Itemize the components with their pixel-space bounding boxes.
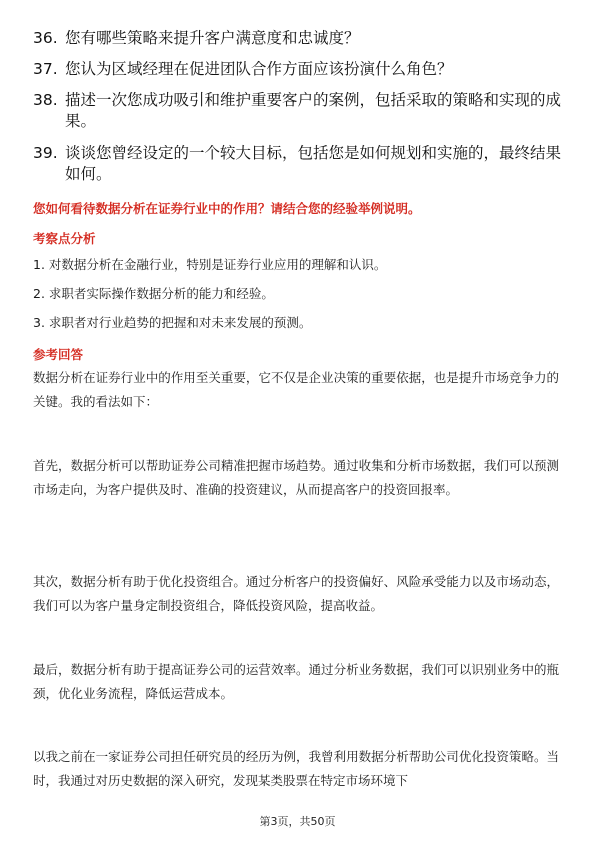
question-text: 您认为区域经理在促进团队合作方面应该扮演什么角色？ <box>65 60 453 78</box>
answer-heading: 参考回答 <box>33 347 84 362</box>
answer-paragraph: 以我之前在一家证券公司担任研究员的经历为例，我曾利用数据分析帮助公司优化投资策略。当时，我通过对历史数据的深入研究，发现某类股票在特定市场环境下 <box>33 749 559 788</box>
question-number: 37. <box>33 60 58 78</box>
analysis-item: 2. 求职者实际操作数据分析的能力和经验。 <box>33 286 274 301</box>
question-text: 您有哪些策略来提升客户满意度和忠诚度？ <box>65 29 360 47</box>
question-number: 39. <box>33 144 58 162</box>
analysis-item: 3. 求职者对行业趋势的把握和对未来发展的预测。 <box>33 315 312 330</box>
answer-paragraph: 最后，数据分析有助于提高证券公司的运营效率。通过分析业务数据，我们可以识别业务中的瓶颈，优化业务流程，降低运营成本。 <box>33 662 559 701</box>
featured-question: 您如何看待数据分析在证券行业中的作用？请结合您的经验举例说明。 <box>33 201 421 216</box>
question-text: 描述一次您成功吸引和维护重要客户的案例，包括采取的策略和实现的成果。 <box>65 91 562 130</box>
answer-paragraph: 首先，数据分析可以帮助证券公司精准把握市场趋势。通过收集和分析市场数据，我们可以预测市场走向，为客户提供及时、准确的投资建议，从而提高客户的投资回报率。 <box>33 458 559 497</box>
answer-paragraph: 其次，数据分析有助于优化投资组合。通过分析客户的投资偏好、风险承受能力以及市场动态，我们可以为客户量身定制投资组合，降低投资风险，提高收益。 <box>33 574 559 613</box>
question-number: 36. <box>33 29 58 47</box>
question-number: 38. <box>33 91 58 109</box>
analysis-item: 1. 对数据分析在金融行业，特别是证券行业应用的理解和认识。 <box>33 257 387 272</box>
question-text: 谈谈您曾经设定的一个较大目标，包括您是如何规划和实施的，最终结果如何。 <box>65 144 562 183</box>
analysis-heading: 考察点分析 <box>33 231 96 246</box>
page-number-footer: 第3页，共50页 <box>259 815 336 828</box>
answer-paragraph: 数据分析在证券行业中的作用至关重要，它不仅是企业决策的重要依据，也是提升市场竞争力的关键。我的看法如下： <box>33 370 559 409</box>
